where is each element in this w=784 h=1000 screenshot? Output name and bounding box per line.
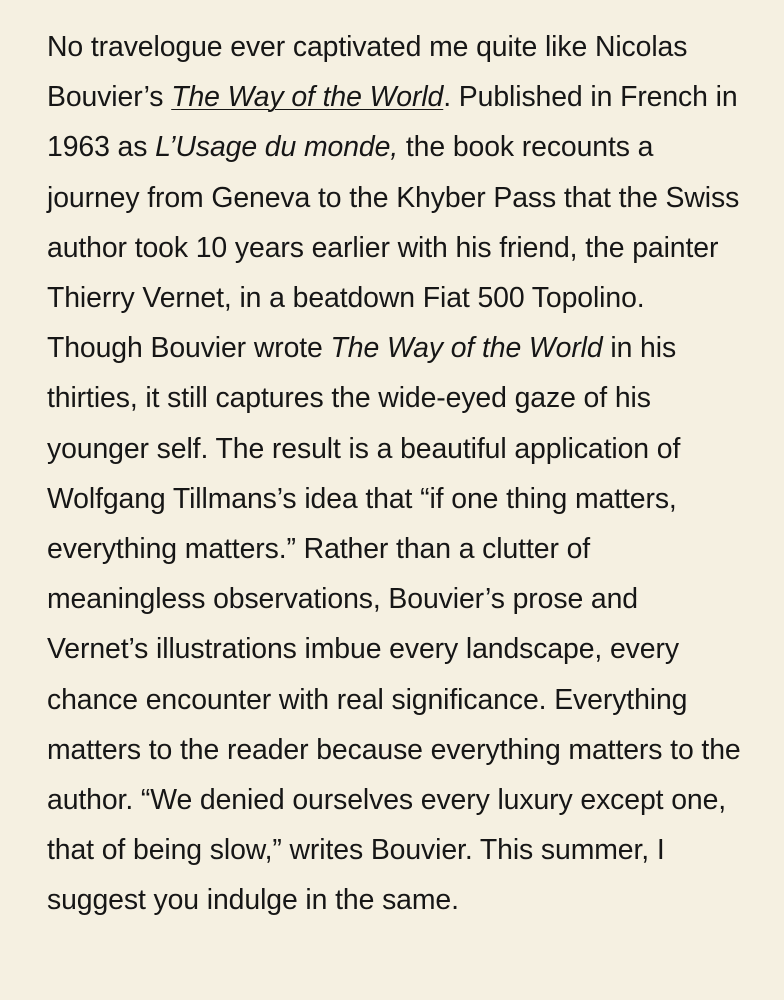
article-paragraph — [47, 22, 747, 926]
text-segment: the book recounts a journey from Geneva to the Khyber Pass that the Swiss author took 10 years earlier with his friend, the painter Thierry Vernet, in a beatdown Fiat 500 Topolino. Though Bouvier wrote — [47, 131, 740, 365]
text-segment: . Published in French in 1963 as — [47, 81, 738, 164]
book-title-link[interactable]: The Way of the World — [171, 81, 444, 114]
book-title: The Way of the World — [330, 332, 603, 365]
text-segment: No travelogue ever captivated me quite like Nicolas Bouvier’s — [47, 31, 688, 114]
french-title: L’Usage du monde, — [155, 131, 399, 164]
text-segment: in his thirties, it still captures the wide-eyed gaze of his younger self. The result is a beautiful application of Wolfgang Tillmans’s idea that “if one thing matters, everything matters.” Rather than a clutter of meaningless observations, Bouvier’s prose and Vernet’s illustrations imbue every landscape, every chance encounter with real significance. Everything matters to the reader because everything matters to the author. “We denied ourselves every luxury except one, that of being slow,” writes Bouvier. This summer, I suggest you indulge in the same. — [47, 332, 741, 917]
